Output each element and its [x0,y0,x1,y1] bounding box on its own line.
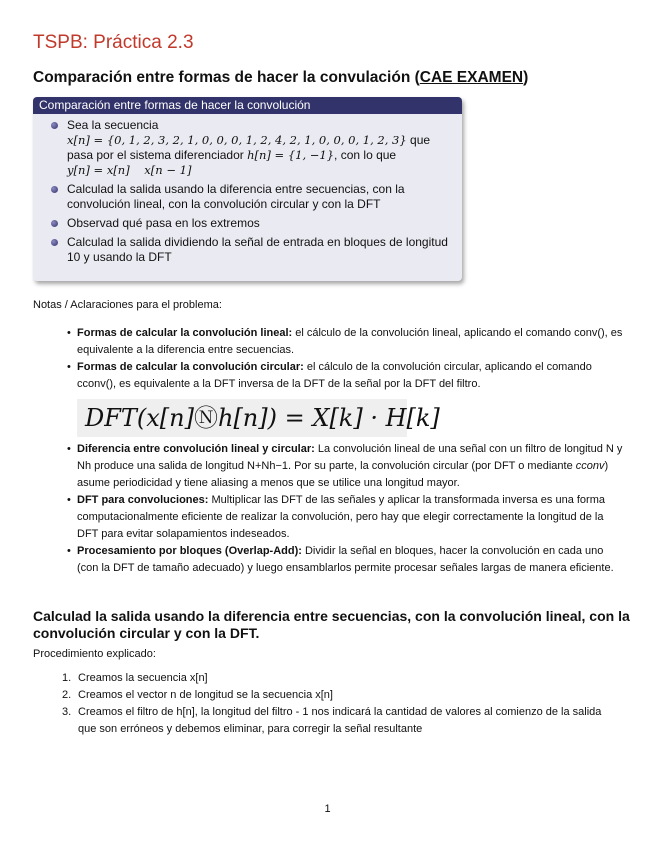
note-text: Dividir la señal en bloques, hacer la convolución en cada uno (con la DFT de tamaño adecuado) y luego ensamblarlos permite procesar señales largas de manera eficiente. [77,545,614,574]
section-heading: Calculad la salida usando la diferencia entre secuencias, con la convolución lineal, con la convolución circular y con la DFT. [33,608,630,641]
note-text-2: ) asume periodicidad y tiene aliasing a menos que se utilice una longitud mayor. [77,460,609,489]
bullet-ball-icon [51,220,58,227]
slide-bullet-1-intro: Sea la secuencia [67,118,159,132]
slide-bullet-4-text: Calculad la salida dividiendo la señal de entrada en bloques de longitud 10 y usando la DFT [67,235,448,264]
slide-bullet-2-text: Calculad la salida usando la diferencia entre secuencias, con la convolución lineal, con la convolución circular y con la DFT [67,182,405,211]
slide-bullet-1-mid: que pasa por el sistema diferenciador [67,133,431,162]
slide-bullet-2 [47,182,454,212]
procedure-label: Procedimiento explicado: [33,648,156,660]
procedure-step [62,670,622,687]
step-text: Creamos la secuencia x[n] [78,672,208,684]
slide-bullets [33,118,462,265]
note-text: La convolución lineal de una señal con un filtro de longitud N y Nh produce una salida de longitud N+Nh−1. Por su parte, la convolución circular (por DFT o mediante [77,443,623,472]
note-text: el cálculo de la convolución circular, aplicando el comando cconv(), es equivalente a la DFT inversa de la DFT de la señal por la DFT del filtro. [77,361,592,390]
sequence-lhs: x[n] = [67,133,107,147]
procedure-step [62,687,622,704]
note-dft-convolutions [64,492,624,543]
procedure-steps [62,670,622,738]
notes-label: Notas / Aclaraciones para el problema: [33,299,222,311]
note-title: DFT para convoluciones: [77,494,209,506]
note-linear-convolution [64,325,624,359]
note-overlap-add [64,543,624,577]
cae-examen-link[interactable]: CAE EXAMEN [419,69,524,86]
slide-bullet-1 [47,118,454,178]
note-text: el cálculo de la convolución lineal, aplicando el comando conv(), es equivalente a la diferencia entre secuencias. [77,327,623,356]
bullet-ball-icon [51,239,58,246]
subtitle-close: ) [523,69,529,86]
step-text: Creamos el filtro de h[n], la longitud del filtro - 1 nos indicará la cantidad de valores al comienzo de la salida que son erróneos y debemos eliminar, para corregir la señal resultante [78,706,602,735]
dft-formula [77,399,440,437]
formula-rhs: h[n]) = X[k] · H[k] [217,404,440,432]
slide-header: Comparación entre formas de hacer la convolución [33,97,462,114]
note-title: Diferencia entre convolución lineal y circular: [77,443,315,455]
procedure-step [62,704,622,738]
bullet-ball-icon [51,122,58,129]
note-title: Formas de calcular la convolución circular: [77,361,304,373]
step-number: 1. [62,672,72,684]
note-text: Multiplicar las DFT de las señales y aplicar la transformada inversa es una forma computacionalmente eficiente de realizar la convolución, pero hay que elegir correctamente la longitud de la DFT para evitar solapamientos indeseados. [77,494,605,540]
sequence-values: {0, 1, 2, 3, 2, 1, 0, 0, 0, 1, 2, 4, 2, 1, 0, 0, 0, 1, 2, 3} [106,133,407,147]
note-title: Formas de calcular la convolución lineal: [77,327,293,339]
slide-bullet-1-end: , con lo que [334,148,397,162]
step-number: 3. [62,706,72,718]
circular-convolution-symbol: Ⓝ [193,404,218,432]
step-text: Creamos el vector n de longitud se la secuencia x[n] [78,689,333,701]
output-definition: y[n] = x[n] x[n − 1] [67,163,192,177]
slide-bullet-4 [47,235,454,265]
step-number: 2. [62,689,72,701]
bullet-ball-icon [51,186,58,193]
subtitle-text: Comparación entre formas de hacer la convulación ( [33,69,420,86]
note-italic: cconv [575,460,605,472]
formula-lhs: DFT(x[n] [85,404,194,432]
page-title: TSPB: Práctica 2.3 [33,32,194,53]
slide-bullet-3 [47,216,454,231]
note-linear-vs-circular [64,441,624,492]
slide-bullet-3-text: Observad qué pasa en los extremos [67,216,260,230]
note-circular-convolution [64,359,624,437]
notes-list [64,325,624,577]
section-subtitle [33,69,528,87]
page-number: 1 [324,803,331,815]
note-title: Procesamiento por bloques (Overlap-Add): [77,545,302,557]
embedded-slide [33,97,462,281]
filter-definition: h[n] = {1, −1} [247,148,335,162]
